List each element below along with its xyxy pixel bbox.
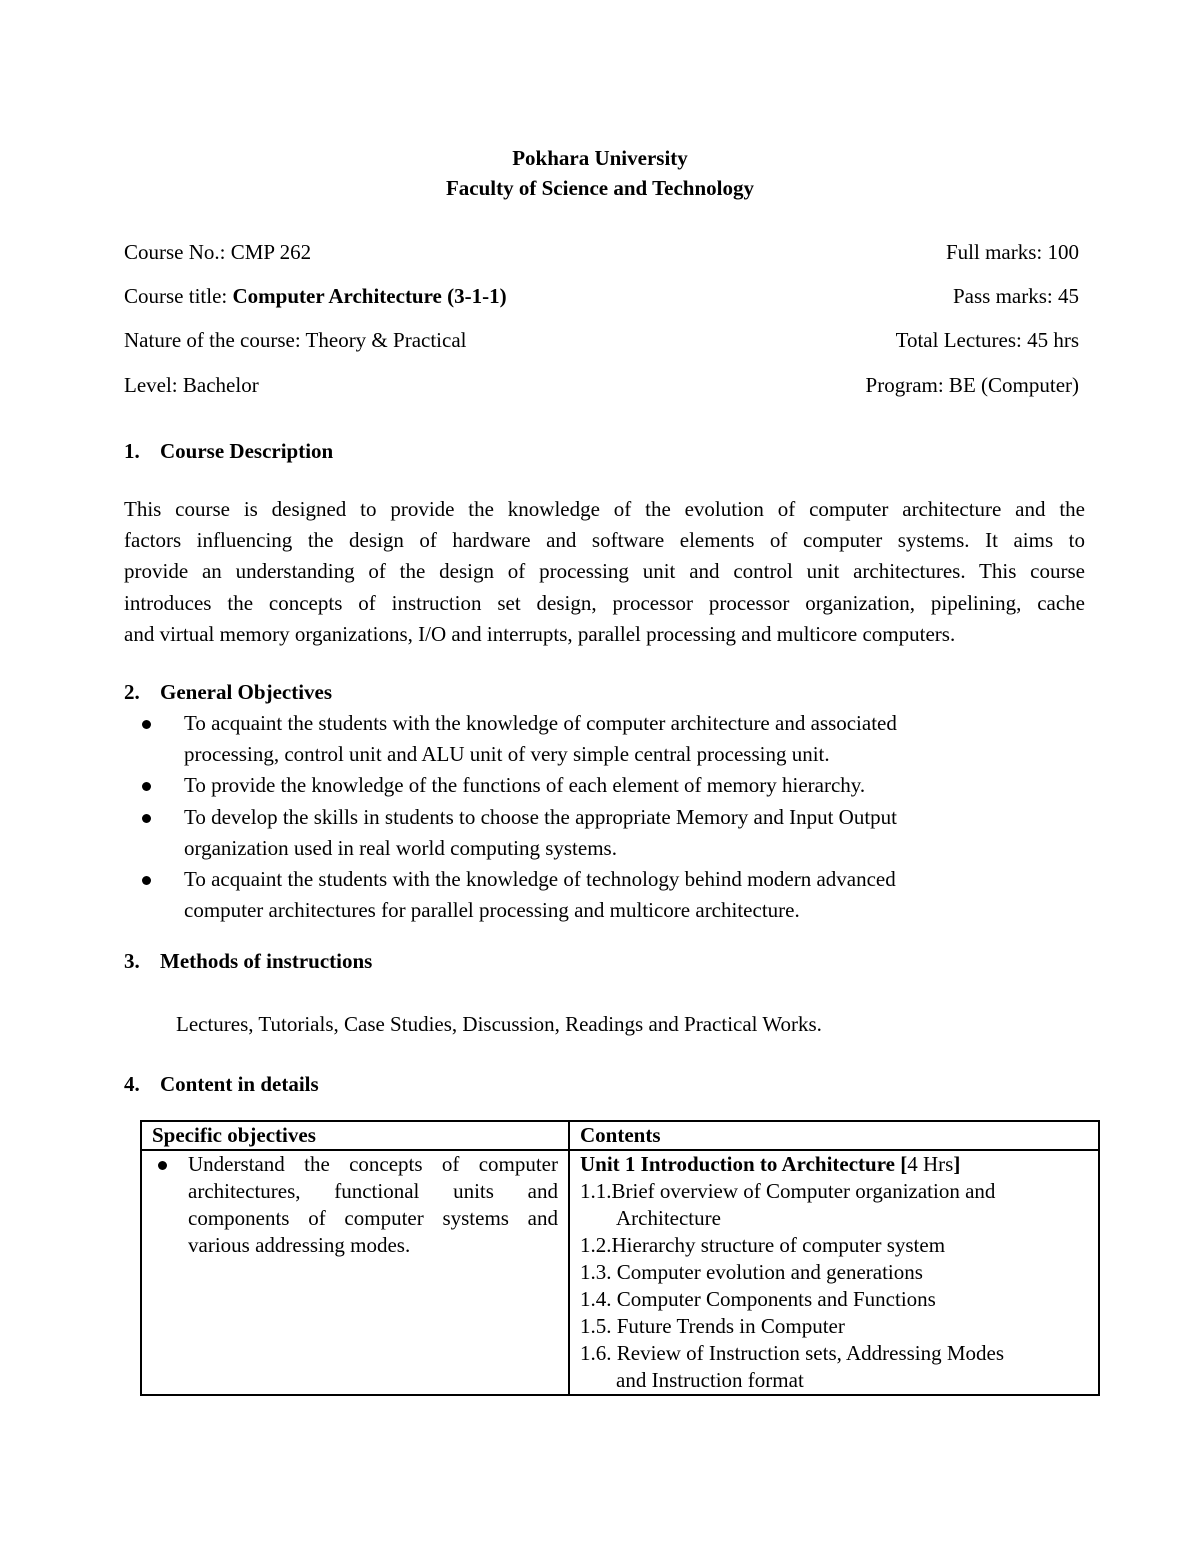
table-row [141,1150,1099,1395]
objective-line: Understand the concepts of computer [188,1152,558,1176]
content-item: 1.6. Review of Instruction sets, Addressing Modes [580,1341,1005,1365]
meta-row-2 [124,282,1079,310]
bullet-icon [142,876,151,885]
university-name: Pokhara University [512,146,688,170]
contents-cell [569,1150,1099,1395]
section-heading-content [124,1070,319,1098]
unit-title-close: ] [953,1152,961,1176]
content-item: and Instruction format [616,1368,804,1392]
column-header-specific-objectives: Specific objectives [141,1121,569,1150]
meta-row-3 [124,326,1079,354]
list-item-line: To provide the knowledge of the functions of each element of memory hierarchy. [184,773,866,798]
objective-line: components of computer systems and [188,1206,558,1230]
objective-line: architectures, functional units and [188,1179,558,1203]
paragraph-line: and virtual memory organizations, I/O and interrupts, parallel processing and multicore computers. [124,621,956,646]
list-item [124,770,1024,801]
paragraph-line: This course is designed to provide the knowledge of the evolution of computer architecture and the [124,497,1085,521]
list-item-line: To acquaint the students with the knowledge of computer architecture and associated [184,711,897,735]
objective-line: various addressing modes. [188,1233,411,1257]
course-title-label: Course title: [124,284,233,308]
section-number: 4. [124,1072,140,1096]
bullet-icon [142,814,151,823]
paragraph-line: factors influencing the design of hardware and software elements of computer systems. It aims to [124,528,1085,553]
document-header [0,143,1200,203]
list-item-line: organization used in real world computing systems. [184,835,617,860]
section-heading-general-objectives [124,678,332,706]
list-item-line: To develop the skills in students to choose the appropriate Memory and Input Output [184,804,897,829]
program: Program: BE (Computer) [865,373,1079,397]
course-number: Course No.: CMP 262 [124,240,312,264]
faculty-name: Faculty of Science and Technology [445,176,755,200]
bullet-icon [142,782,151,791]
meta-row-4 [124,371,1079,399]
list-item [124,802,1024,864]
list-item-line: To acquaint the students with the knowledge of technology behind modern advanced [184,866,896,891]
section-title: General Objectives [160,680,333,704]
unit-title-text: Unit 1 Introduction to Architecture [ [580,1152,908,1176]
section-number: 1. [124,439,140,463]
list-item [124,708,1024,770]
course-title: Computer Architecture (3-1-1) [232,284,507,308]
content-table [140,1120,1100,1396]
list-item-line: computer architectures for parallel processing and multicore architecture. [184,898,800,923]
section-title: Course Description [160,439,334,463]
section-number: 2. [124,680,140,704]
content-item: 1.3. Computer evolution and generations [580,1260,923,1284]
course-nature: Nature of the course: Theory & Practical [124,328,467,352]
paragraph-line: provide an understanding of the design of processing unit and control unit architectures. This course [124,559,1085,584]
section-heading-methods [124,947,372,975]
section-number: 3. [124,949,140,973]
objectives-cell [141,1150,569,1395]
content-item: 1.1.Brief overview of Computer organization and [580,1179,996,1203]
section-title: Content in details [160,1072,319,1096]
content-item: 1.4. Computer Components and Functions [580,1287,936,1311]
section-heading-course-description [124,437,333,465]
total-lectures: Total Lectures: 45 hrs [895,328,1079,352]
list-item [124,864,1024,926]
objective-item [152,1151,558,1259]
meta-row-1 [124,238,1079,266]
content-item: 1.2.Hierarchy structure of computer system [580,1233,946,1257]
methods-text: Lectures, Tutorials, Case Studies, Discussion, Readings and Practical Works. [176,1012,822,1036]
full-marks: Full marks: 100 [945,240,1079,264]
paragraph-line: introduces the concepts of instruction set design, processor processor organization, pipelining, cache [124,590,1085,615]
table-header-row [141,1121,1099,1150]
unit-title [580,1151,1088,1178]
course-description-paragraph [124,494,1085,650]
content-item: 1.5. Future Trends in Computer [580,1314,845,1338]
section-title: Methods of instructions [160,949,373,973]
pass-marks: Pass marks: 45 [953,284,1079,308]
general-objectives-list [124,708,1024,926]
unit-contents-list [580,1178,1088,1394]
bullet-icon [158,1161,167,1170]
content-item: Architecture [616,1206,721,1230]
bullet-icon [142,720,151,729]
course-level: Level: Bachelor [124,373,259,397]
column-header-contents: Contents [569,1121,1099,1150]
course-title-line [124,282,507,310]
unit-hours: 4 Hrs [907,1152,954,1176]
list-item-line: processing, control unit and ALU unit of very simple central processing unit. [184,742,830,767]
